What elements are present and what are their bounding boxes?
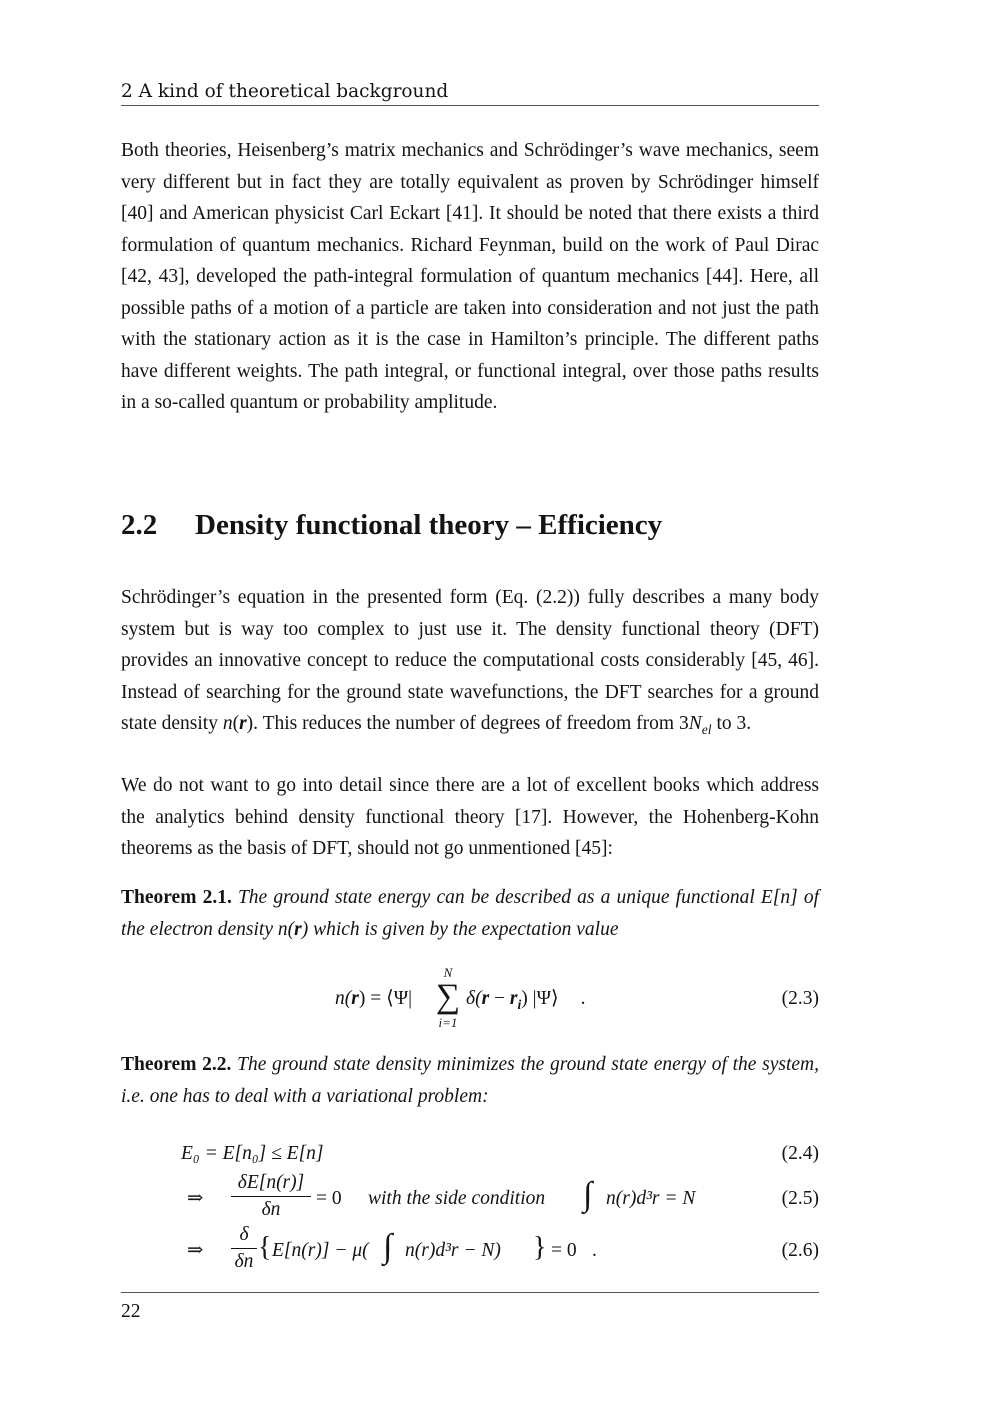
p2-math-n: n bbox=[222, 713, 233, 734]
side-condition-text: with the side condition bbox=[368, 1188, 546, 1209]
paragraph-hohenberg-kohn: We do not want to go into detail since there are a lot of excellent books which address the analytics behind density functional theory [17]. However, the Hohenberg-Kohn theorems as the basis of DFT, should not go unmentioned [45]: bbox=[121, 775, 819, 859]
footer-rule bbox=[121, 1292, 819, 1293]
equation-number-2-6: (2.6) bbox=[781, 1240, 819, 1261]
fraction-2-5: δE[n(r)] δn bbox=[231, 1172, 311, 1221]
sum-operator: N ∑ i=1 bbox=[435, 965, 461, 1030]
thm1-math-n: n( bbox=[277, 918, 295, 940]
p2-math-r: r bbox=[239, 713, 247, 734]
theorem-2-2: Theorem 2.2. The ground state density minimizes the ground state energy of the system, i.e. one has to deal with a variational problem: bbox=[121, 1054, 819, 1107]
equals-zero: = 0 bbox=[316, 1188, 342, 1209]
thm1-text-a: The ground state energy can be described as a unique functional bbox=[237, 887, 761, 908]
thm1-math-close: ) bbox=[301, 918, 309, 940]
thm1-text-c: which is given by the expectation value bbox=[308, 918, 619, 940]
equation-2-5-rhs: n(r)d³r = N bbox=[606, 1188, 696, 1209]
equation-2-3-lhs: n(r) = ⟨Ψ| bbox=[335, 988, 412, 1009]
thm1-text-b: of the electron density bbox=[121, 887, 820, 940]
theorem-label: Theorem 2.1. bbox=[121, 887, 232, 908]
page-number: 22 bbox=[121, 1301, 141, 1322]
theorem-2-1 bbox=[121, 882, 819, 945]
p2-math-el: el bbox=[701, 721, 712, 737]
equation-2-4: E₀ = E[n₀] ≤ E[n] bbox=[181, 1143, 324, 1164]
equals-zero: = 0 bbox=[551, 1240, 577, 1261]
section-title: Density functional theory – Efficiency bbox=[195, 509, 663, 541]
thm1-math-r: r bbox=[294, 918, 302, 940]
brace-close: } bbox=[533, 1232, 547, 1263]
p2-text-1: Schrödinger’s equation in the presented form (Eq. (2.2)) fully describes a many body system but is way too complex to just use it. The density functional theory (DFT) provides an innovative concept to reduce the computational costs considerably [45, 46]. Instead of searching for the ground state wavefunctions, the DFT searches for a ground state density bbox=[121, 587, 819, 734]
paragraph-path-integral: Both theories, Heisenberg’s matrix mechanics and Schrödinger’s wave mechanics, seem very different but in fact they are totally equivalent as proven by Schrödinger himself [40] and American physicist Carl Eckart [41]. It should be noted that there exists a third formulation of quantum mechanics. Richard Feynman, build on the work of Paul Dirac [42, 43], developed the path-integral formulation of quantum mechanics [44]. Here, all possible paths of a motion of a particle are taken into consideration and not just the path with the stationary action as it is the case in Hamilton’s principle. The different paths have different weights. The path integral, or functional integral, over those paths results in a so-called quantum or probability amplitude. bbox=[121, 140, 819, 413]
equation-period: . bbox=[592, 1240, 597, 1261]
equation-2-6-part-b: n(r)d³r − N) bbox=[405, 1240, 501, 1261]
equation-number-2-4: (2.4) bbox=[781, 1143, 819, 1164]
section-number: 2.2 bbox=[121, 509, 158, 541]
integral-sign: ∫ bbox=[383, 1228, 393, 1265]
integral-sign: ∫ bbox=[583, 1176, 593, 1213]
implies-arrow: ⇒ bbox=[187, 1188, 204, 1209]
implies-arrow: ⇒ bbox=[187, 1240, 204, 1261]
thm1-math-E: E[n] bbox=[760, 887, 798, 908]
p2-text-3: to 3. bbox=[711, 713, 752, 734]
brace-open: { bbox=[258, 1232, 272, 1263]
equation-2-6-part-a: E[n(r)] − μ( bbox=[272, 1240, 369, 1261]
equation-number-2-5: (2.5) bbox=[781, 1188, 819, 1209]
header-rule bbox=[121, 105, 819, 106]
p2-text-2: . This reduces the number of degrees of freedom from 3 bbox=[253, 713, 689, 734]
fraction-2-6: δ δn bbox=[231, 1224, 257, 1273]
equation-number-2-3: (2.3) bbox=[781, 988, 819, 1009]
p2-math-N: N bbox=[688, 713, 702, 734]
equation-2-3-rhs: $\delta(r - r_i)$ |Ψ⟩ . bbox=[466, 988, 586, 1012]
running-head: 2 A kind of theoretical background bbox=[121, 81, 449, 102]
paragraph-dft-intro: Schrödinger’s equation in the presented form (Eq. (2.2)) fully describes a many body system but is way too complex to just use it. The density functional theory (DFT) provides an innovative concept to reduce the computational costs considerably [45, 46]. Instead of searching for the ground state wavefunctions, the DFT searches for a ground state density n(r). This reduces the number of degrees of freedom from $3N_{el}$ to 3. bbox=[121, 587, 819, 737]
section-heading bbox=[121, 505, 819, 545]
